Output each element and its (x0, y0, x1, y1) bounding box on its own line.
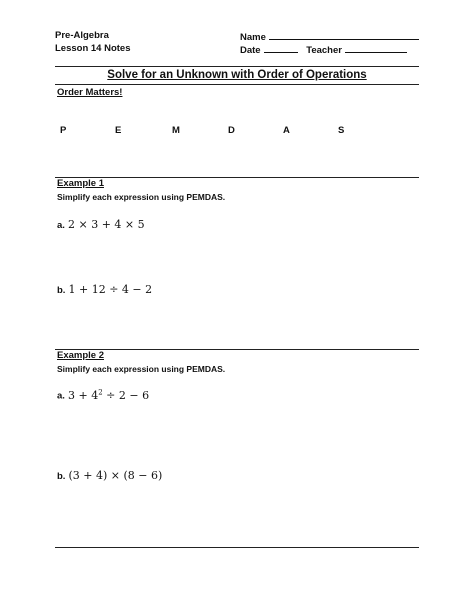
pemdas-letter-a: A (283, 125, 290, 136)
problem-expression: 1 + 12 ÷ 4 − 2 (68, 283, 153, 296)
exponent: 2 (98, 388, 103, 396)
date-blank[interactable] (264, 43, 298, 53)
problem-label: a. (57, 220, 65, 231)
header-divider (55, 66, 419, 67)
problem-label: a. (57, 390, 65, 402)
pemdas-letter-p: P (60, 125, 67, 136)
problem-expression: (3 + 4) × (8 − 6) (68, 469, 163, 482)
bottom-divider (55, 547, 419, 548)
lesson-name: Lesson 14 Notes (55, 43, 131, 54)
problem-expression: 2 × 3 + 4 × 5 (68, 218, 145, 231)
page-title: Solve for an Unknown with Order of Operations (107, 69, 367, 81)
teacher-label: Teacher (306, 45, 342, 56)
pemdas-letter-e: E (115, 125, 122, 136)
name-field[interactable] (240, 30, 419, 43)
name-label: Name (240, 32, 266, 43)
example-1-problem-a (57, 218, 145, 231)
date-label: Date (240, 45, 261, 56)
example-1-heading: Example 1 (57, 178, 104, 189)
name-blank[interactable] (269, 30, 419, 40)
problem-expression: $3 + 4^2 \div 2 - 6$ (68, 388, 150, 402)
example-2-problem-b (57, 469, 162, 482)
example-1-instruction: Simplify each expression using PEMDAS. (57, 192, 226, 202)
example-2-heading: Example 2 (57, 350, 104, 361)
section-divider-1 (55, 177, 419, 178)
pemdas-letter-d: D (228, 125, 235, 136)
example-2-instruction: Simplify each expression using PEMDAS. (57, 364, 226, 374)
section-divider-2 (55, 349, 419, 350)
example-2-problem-a (57, 388, 149, 402)
example-1-problem-b (57, 283, 152, 296)
problem-label: b. (57, 471, 66, 482)
title-divider (55, 84, 419, 85)
problem-label: b. (57, 285, 66, 296)
pemdas-letter-s: S (338, 125, 345, 136)
course-name: Pre-Algebra (55, 30, 109, 41)
pemdas-letter-m: M (172, 125, 180, 136)
date-teacher-row (240, 43, 407, 56)
teacher-blank[interactable] (345, 43, 407, 53)
order-heading: Order Matters! (57, 87, 123, 98)
